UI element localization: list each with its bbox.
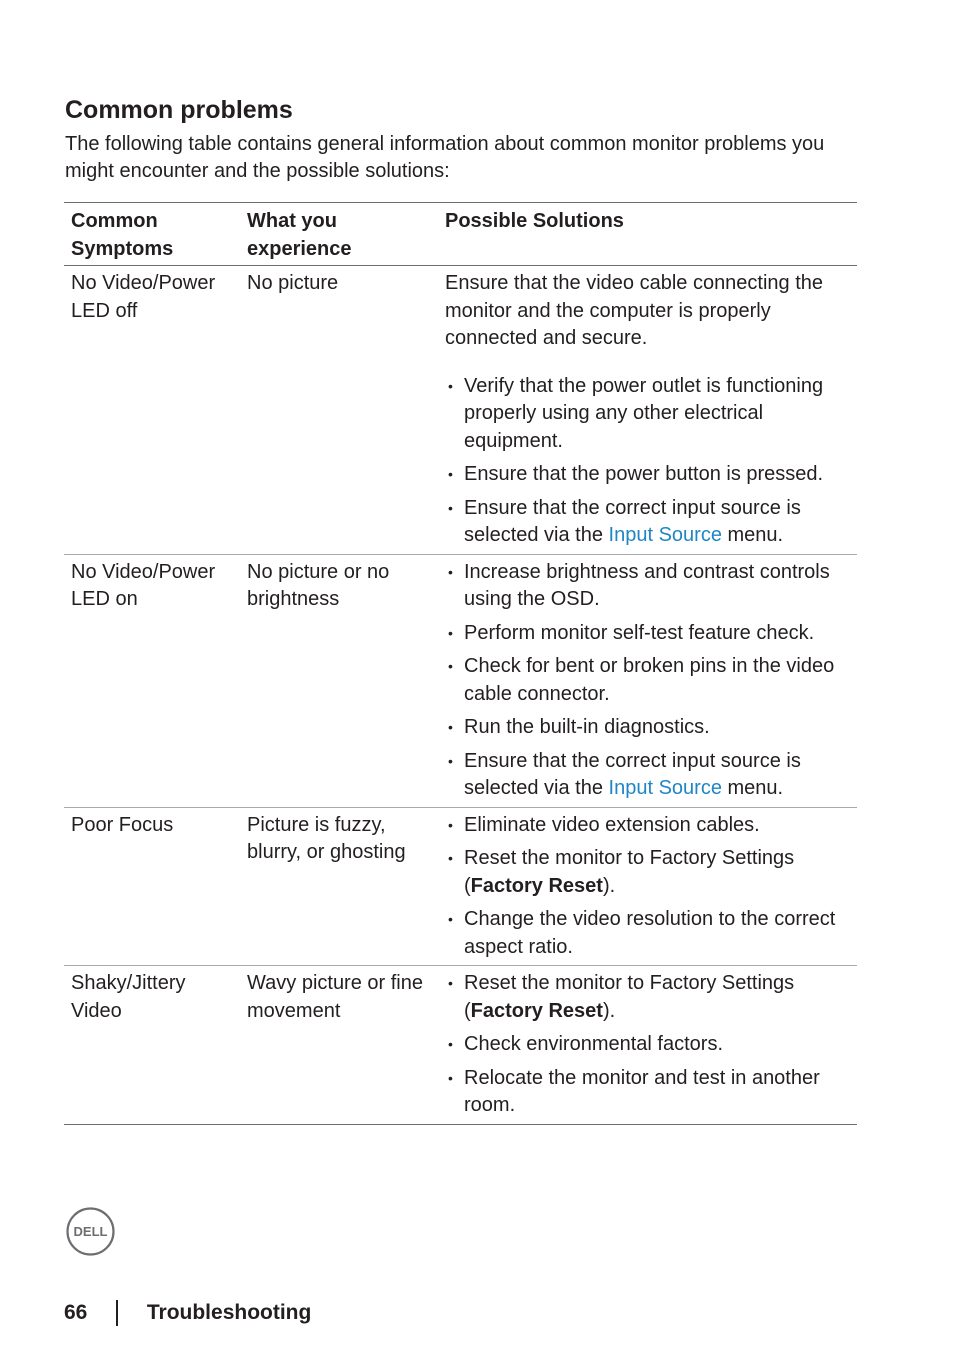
bullet-icon: •	[448, 816, 453, 833]
solution-text: Ensure that the power button is pressed.	[464, 463, 824, 485]
symptom-cell: No Video/Power LED on	[71, 560, 216, 610]
experience-cell: Picture is fuzzy, blurry, or ghosting	[247, 813, 406, 863]
symptom-cell: Poor Focus	[71, 813, 174, 836]
solution-item	[445, 845, 853, 900]
solution-list	[445, 559, 853, 803]
solution-item	[445, 970, 853, 1025]
page-footer	[64, 1298, 311, 1328]
solution-text: Check for bent or broken pins in the video cable connector.	[464, 655, 835, 705]
solution-text: Run the built-in diagnostics.	[464, 716, 710, 738]
bullet-icon: •	[448, 752, 453, 769]
table-row	[64, 807, 857, 966]
solutions-cell	[439, 266, 857, 554]
bullet-icon: •	[448, 499, 453, 516]
bullet-icon: •	[448, 850, 453, 866]
solution-text: Perform monitor self-test feature check.	[464, 621, 815, 644]
solution-item	[445, 495, 853, 550]
solution-list	[445, 812, 853, 962]
experience-cell: Wavy picture or fine movement	[247, 972, 423, 1022]
solution-item	[445, 1065, 853, 1120]
solution-item	[445, 620, 853, 648]
solution-item	[445, 812, 853, 840]
solution-text: Verify that the power outlet is functioning properly using any other electrical equipment.	[464, 374, 824, 452]
solution-item	[445, 653, 853, 708]
solution-item	[445, 373, 853, 456]
bullet-icon: •	[448, 658, 453, 674]
solution-text: ).	[602, 999, 616, 1022]
factory-reset-label: Factory Reset	[470, 999, 603, 1022]
solution-paragraph: Ensure that the video cable connecting the monitor and the computer is properly connected and secure.	[445, 272, 824, 349]
bullet-icon: •	[448, 911, 453, 927]
table-header-row	[64, 203, 857, 266]
bullet-icon: •	[448, 377, 453, 394]
dell-logo-icon	[66, 1207, 115, 1256]
table-row	[64, 965, 857, 1124]
solution-text: Reset the monitor to Factory Settings (	[464, 847, 795, 897]
solution-text: Check environmental factors.	[464, 1033, 724, 1055]
solution-item	[445, 906, 853, 961]
factory-reset-label: Factory Reset	[470, 874, 603, 897]
problems-table	[64, 202, 857, 1125]
experience-cell: No picture	[247, 272, 339, 294]
section-title: Common problems	[65, 96, 293, 124]
header-experience: What you experience	[247, 210, 352, 260]
intro-paragraph: The following table contains general information about common monitor problems you might encounter and the possible solutions:	[65, 133, 825, 182]
solution-text: menu.	[721, 524, 784, 546]
page-number: 66	[64, 1301, 88, 1324]
bullet-icon: •	[448, 1036, 453, 1052]
solutions-cell	[439, 808, 857, 966]
bullet-icon: •	[448, 624, 453, 641]
solution-item	[445, 461, 853, 489]
bullet-icon: •	[448, 719, 453, 735]
header-solutions: Possible Solutions	[445, 210, 624, 232]
solution-item	[445, 559, 853, 614]
solution-text: ).	[602, 874, 616, 897]
solution-text: Increase brightness and contrast controls using the OSD.	[464, 560, 830, 610]
experience-cell: No picture or no brightness	[247, 560, 390, 610]
header-symptoms: Common Symptoms	[71, 210, 174, 260]
footer-divider	[116, 1300, 118, 1326]
bullet-icon: •	[448, 1069, 453, 1086]
solutions-cell	[439, 966, 857, 1124]
solution-text: Ensure that the correct input source is selected via the	[464, 749, 801, 799]
solution-list	[445, 970, 853, 1120]
footer-section-name: Troubleshooting	[146, 1301, 312, 1324]
bullet-icon: •	[448, 563, 453, 580]
table-row	[64, 554, 857, 807]
symptom-cell: Shaky/Jittery Video	[71, 972, 186, 1022]
input-source-link[interactable]: Input Source	[608, 777, 722, 799]
table-row	[64, 266, 857, 554]
solution-text: Eliminate video extension cables.	[464, 813, 760, 836]
bullet-icon: •	[448, 466, 453, 482]
bullet-icon: •	[448, 975, 453, 991]
dell-logo-text: DELL	[73, 1224, 108, 1239]
symptom-cell: No Video/Power LED off	[71, 272, 216, 322]
solution-text: Relocate the monitor and test in another room.	[464, 1066, 820, 1116]
solution-text: Change the video resolution to the correct aspect ratio.	[464, 908, 836, 958]
solution-list	[445, 373, 853, 550]
solution-item	[445, 714, 853, 742]
solution-text: Reset the monitor to Factory Settings (	[464, 972, 795, 1022]
solutions-cell	[439, 555, 857, 807]
solution-text: Ensure that the correct input source is selected via the	[464, 496, 801, 546]
dell-logo-svg	[66, 1207, 115, 1256]
solution-item	[445, 748, 853, 803]
input-source-link[interactable]: Input Source	[608, 524, 722, 546]
solution-item	[445, 1031, 853, 1059]
solution-text: menu.	[721, 777, 784, 799]
